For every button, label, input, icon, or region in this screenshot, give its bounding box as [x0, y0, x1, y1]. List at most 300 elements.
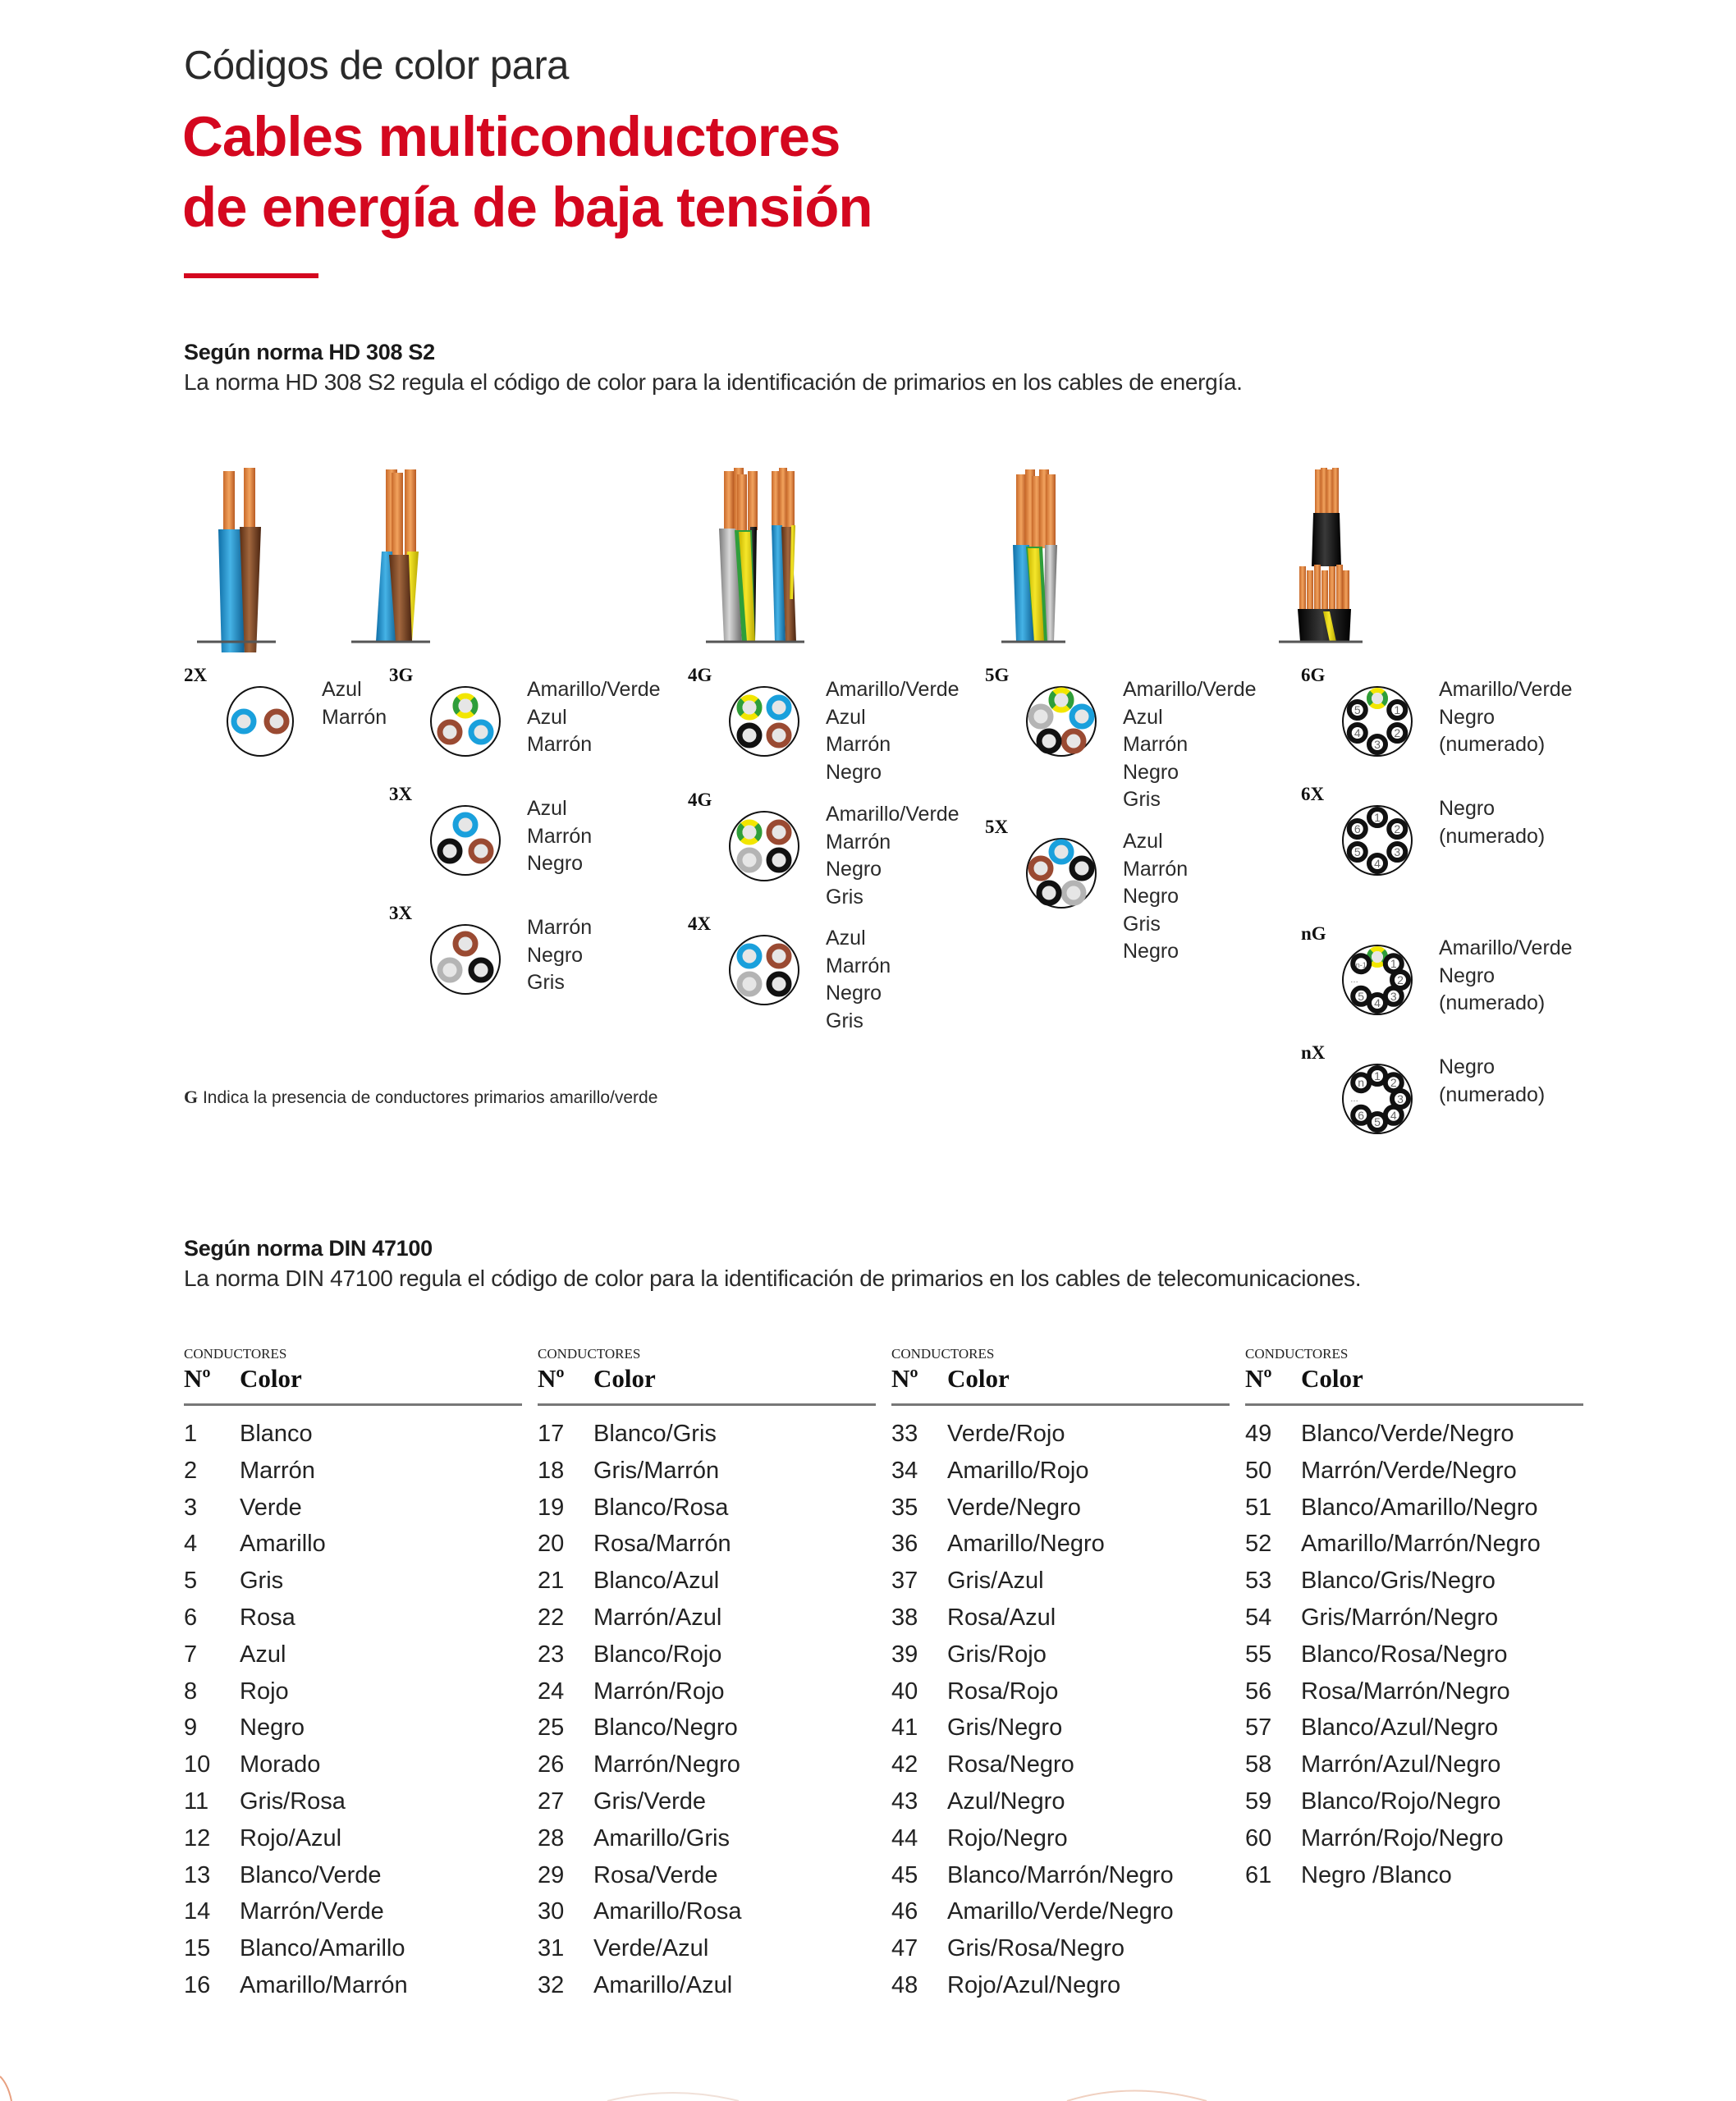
table-row: [891, 1600, 1230, 1636]
table-row: [184, 1893, 522, 1930]
conductor-color: Gris/Rosa/Negro: [947, 1935, 1125, 1962]
table-row: [1245, 1636, 1583, 1673]
page-subtitle: Códigos de color para: [184, 43, 569, 88]
conductor-color: Amarillo/Gris: [593, 1824, 730, 1852]
svg-text:4: 4: [1390, 1108, 1397, 1122]
conductor-color: Blanco/Rojo/Negro: [1301, 1787, 1501, 1815]
header-number: Nº: [184, 1364, 211, 1393]
conductor-ring-n-1: [1353, 955, 1369, 972]
conductor-color: Blanco/Marrón/Negro: [947, 1861, 1174, 1888]
conductor-color: Verde: [240, 1494, 302, 1521]
conductor-color: Rojo/Azul: [240, 1824, 342, 1852]
color-label: Gris: [1123, 788, 1161, 811]
table-row: [538, 1563, 876, 1600]
conductor-ring-negro: [471, 960, 491, 980]
svg-text:2: 2: [1397, 973, 1404, 986]
conductor-ring-gris: [740, 850, 759, 870]
conductor-color-labels: [826, 925, 891, 1035]
conductor-number: 57: [1245, 1714, 1272, 1742]
conductor-color: Amarillo/Azul: [593, 1971, 733, 1998]
conductor-ring-negro: [440, 841, 460, 861]
conductor-color: Amarillo/Rojo: [947, 1457, 1089, 1484]
conductor-number: 38: [891, 1604, 918, 1631]
cable-code: 6G: [1301, 665, 1326, 685]
conductor-color: Blanco/Rosa/Negro: [1301, 1641, 1508, 1668]
conductor-number: 42: [891, 1751, 918, 1778]
table-row: [1245, 1746, 1583, 1783]
svg-text:5: 5: [1354, 845, 1361, 858]
color-label: Gris: [1123, 912, 1161, 936]
conductor-color: Marrón/Negro: [593, 1751, 740, 1778]
color-label: Amarillo/Verde: [1123, 678, 1257, 701]
conductor-ring-marron: [1031, 858, 1051, 878]
conductor-color: Negro: [240, 1714, 305, 1742]
ellipsis-marker: …: [1350, 1095, 1358, 1104]
conductor-number: 44: [891, 1824, 918, 1852]
color-label: Negro: [527, 943, 584, 967]
header-divider: [891, 1403, 1230, 1406]
conductor-number: 36: [891, 1531, 918, 1558]
table-row: [1245, 1783, 1583, 1820]
conductor-ring-marron: [471, 841, 491, 861]
conductor-number: 16: [184, 1971, 211, 1998]
conductor-color: Rojo/Azul/Negro: [947, 1971, 1121, 1998]
conductor-ring-5: [1353, 988, 1369, 1005]
color-label: Negro: [1123, 760, 1179, 784]
conductor-color: Amarillo/Marrón: [240, 1971, 408, 1998]
table-row: [538, 1453, 876, 1490]
conductor-color: Rosa/Negro: [947, 1751, 1074, 1778]
conductor-color: Marrón/Verde/Negro: [1301, 1457, 1517, 1484]
cable-numbered-multiconductor: [1279, 468, 1363, 642]
conductor-number: 61: [1245, 1861, 1272, 1888]
svg-text:1: 1: [1374, 811, 1381, 824]
conductor-number: 43: [891, 1787, 918, 1815]
color-label: Amarillo/Verde: [1439, 678, 1573, 701]
table-row: [891, 1526, 1230, 1563]
cable-code: 5G: [985, 665, 1010, 685]
conductor-color: Amarillo/Marrón/Negro: [1301, 1531, 1541, 1558]
conductor-color: Marrón: [240, 1457, 315, 1484]
color-label: Negro: [826, 982, 882, 1005]
conductor-ring-azul: [740, 946, 759, 966]
conductor-color-labels: [1439, 795, 1545, 850]
color-label: Marrón: [826, 954, 891, 977]
conductor-number: 47: [891, 1935, 918, 1962]
conductor-number: 59: [1245, 1787, 1272, 1815]
conductor-color: Verde/Azul: [593, 1935, 709, 1962]
header-divider: [538, 1403, 876, 1406]
header-color: Color: [947, 1364, 1010, 1393]
header-color: Color: [593, 1364, 656, 1393]
conductor-ring-marron: [769, 946, 789, 966]
table-row: [184, 1526, 522, 1563]
header-divider: [184, 1403, 522, 1406]
conductor-number: 14: [184, 1898, 211, 1925]
header-number: Nº: [538, 1364, 565, 1393]
conductor-color-labels: [1123, 828, 1188, 966]
table-row: [538, 1820, 876, 1857]
conductor-color: Blanco/Verde: [240, 1861, 382, 1888]
table-row: [891, 1967, 1230, 2004]
table-column-1: [184, 1346, 522, 2004]
table-row: [184, 1930, 522, 1967]
table-row: [184, 1673, 522, 1710]
conductor-ring-negro: [769, 974, 789, 994]
color-label: Azul: [826, 927, 866, 950]
title-underline: [184, 273, 318, 278]
conductor-number: 58: [1245, 1751, 1272, 1778]
conductor-number: 22: [538, 1604, 565, 1631]
conductor-color-labels: [1439, 935, 1573, 1018]
table-row: [891, 1490, 1230, 1527]
conductor-number: 50: [1245, 1457, 1272, 1484]
conductor-color-labels: [1439, 676, 1573, 759]
conductor-color: Blanco/Rojo: [593, 1641, 722, 1668]
header-color: Color: [240, 1364, 302, 1393]
table-column-3: [891, 1346, 1230, 2004]
cable-code: 6X: [1301, 784, 1325, 804]
conductor-ring-marron: [267, 712, 286, 731]
conductor-color-labels: [527, 676, 661, 759]
conductor-number: 48: [891, 1971, 918, 1998]
color-label: (numerado): [1439, 733, 1546, 756]
conductor-number: 53: [1245, 1568, 1272, 1595]
color-label: Marrón: [1123, 857, 1189, 881]
g-footnote-text: Indica la presencia de conductores primarios amarillo/verde: [198, 1088, 658, 1107]
table-row: [184, 1783, 522, 1820]
conductor-ring-5: [1349, 844, 1366, 860]
title-line-1: Cables multiconductores: [182, 105, 841, 168]
conductor-color: Gris/Rojo: [947, 1641, 1047, 1668]
color-label: Marrón: [322, 705, 387, 729]
table-row: [184, 1710, 522, 1746]
conductor-number: 54: [1245, 1604, 1272, 1631]
cable-code: 3X: [389, 784, 413, 804]
cable-cross-section-diagram: [1324, 1046, 1431, 1152]
table-row: [1245, 1526, 1583, 1563]
color-label: (numerado): [1439, 991, 1546, 1014]
conductor-ring-azul: [1051, 842, 1071, 862]
color-label: Gris: [527, 971, 565, 994]
table-row: [1245, 1673, 1583, 1710]
table-row: [891, 1930, 1230, 1967]
conductor-ring-marron: [769, 726, 789, 745]
conductor-number: 49: [1245, 1421, 1272, 1447]
table-row: [538, 1490, 876, 1527]
conductor-color: Blanco/Gris/Negro: [1301, 1568, 1496, 1595]
color-label: Negro: [1439, 705, 1496, 729]
cable-cross-section-diagram: [711, 668, 818, 775]
conductor-ring-2: [1389, 725, 1405, 741]
table-row: [538, 1857, 876, 1894]
conductor-number: 33: [891, 1421, 918, 1447]
conductor-ring-gris: [440, 960, 460, 980]
conductor-number: 6: [184, 1604, 198, 1631]
conductor-color: Blanco/Verde/Negro: [1301, 1421, 1514, 1447]
svg-text:5: 5: [1374, 1115, 1381, 1128]
conductor-number: 5: [184, 1568, 198, 1595]
conductor-color: Marrón/Azul: [593, 1604, 722, 1631]
conductor-ring-3: [1389, 844, 1405, 860]
svg-text:6: 6: [1358, 1108, 1365, 1122]
cable-cross-section-diagram: [412, 787, 519, 894]
table-row: [891, 1820, 1230, 1857]
color-label: Gris: [826, 885, 863, 909]
conductor-color-labels: [322, 676, 387, 731]
svg-text:5: 5: [1354, 703, 1361, 716]
table-row: [184, 1746, 522, 1783]
conductor-ring-4: [1349, 725, 1366, 741]
conductor-color: Marrón/Verde: [240, 1898, 384, 1925]
conductor-ring-1: [1389, 702, 1405, 718]
color-label: Azul: [527, 797, 567, 820]
conductor-color: Blanco: [240, 1421, 313, 1447]
conductor-color: Marrón/Rojo/Negro: [1301, 1824, 1504, 1852]
svg-text:2: 2: [1394, 822, 1401, 835]
conductor-ring-azul: [769, 698, 789, 717]
color-label: Negro: [1439, 797, 1496, 820]
table-row: [891, 1710, 1230, 1746]
svg-text:6: 6: [1354, 822, 1361, 835]
conductor-color: Amarillo: [240, 1531, 326, 1558]
conductor-ring-2: [1389, 821, 1405, 837]
conductor-number: 37: [891, 1568, 918, 1595]
conductor-color-labels: [527, 914, 592, 997]
conductor-number: 11: [184, 1787, 209, 1815]
conductor-number: 51: [1245, 1494, 1272, 1521]
conductor-number: 23: [538, 1641, 565, 1668]
conductor-color: Negro /Blanco: [1301, 1861, 1452, 1888]
conductor-ring-negro: [1039, 731, 1059, 751]
svg-text:1: 1: [1374, 1069, 1381, 1083]
conductor-color-labels: [826, 676, 960, 786]
color-label: Marrón: [527, 733, 593, 756]
conductor-color: Blanco/Negro: [593, 1714, 738, 1742]
column-headers: [538, 1364, 876, 1394]
conductor-number: 10: [184, 1751, 211, 1778]
conductor-color: Gris/Marrón/Negro: [1301, 1604, 1499, 1631]
conductor-color: Rosa/Verde: [593, 1861, 718, 1888]
conductor-color: Gris: [240, 1568, 284, 1595]
table-row: [538, 1967, 876, 2004]
conductor-ring-azul: [234, 712, 254, 731]
table-row: [538, 1893, 876, 1930]
conductor-ring-6: [1353, 1107, 1369, 1124]
header-number: Nº: [891, 1364, 918, 1393]
svg-text:2: 2: [1394, 726, 1401, 739]
svg-text:1: 1: [1390, 957, 1397, 971]
color-label: Amarillo/Verde: [527, 678, 661, 701]
conductor-number: 17: [538, 1421, 565, 1447]
conductor-color: Gris/Marrón: [593, 1457, 720, 1484]
cable-code: 3X: [389, 903, 413, 923]
g-letter: G: [184, 1087, 199, 1107]
conductor-color-labels: [527, 795, 592, 878]
svg-text:4: 4: [1354, 726, 1361, 739]
ellipsis-marker: …: [1350, 976, 1358, 985]
conductor-color: Amarillo/Verde/Negro: [947, 1898, 1174, 1925]
cable-cross-section-diagram: [412, 906, 519, 1013]
table-row: [891, 1453, 1230, 1490]
color-label: Amarillo/Verde: [1439, 936, 1573, 959]
cable-illustrations: [181, 451, 1461, 652]
table-row: [538, 1746, 876, 1783]
din47100-heading: Según norma DIN 47100: [184, 1236, 433, 1261]
conductor-ring-negro: [769, 850, 789, 870]
conductor-number: 46: [891, 1898, 918, 1925]
color-label: Negro: [826, 760, 882, 784]
conductor-ring-marron: [440, 722, 460, 742]
cable-4-conductor: [706, 468, 804, 642]
conductor-number: 45: [891, 1861, 918, 1888]
conductor-color: Blanco/Gris: [593, 1421, 717, 1447]
conductor-ring-azul: [471, 722, 491, 742]
conductor-ring-negro: [740, 726, 759, 745]
svg-text:3: 3: [1390, 989, 1397, 1003]
color-label: (numerado): [1439, 1083, 1546, 1106]
svg-text:2: 2: [1390, 1076, 1397, 1090]
conductor-ring-1: [1369, 809, 1386, 826]
conductor-number: 40: [891, 1678, 918, 1705]
conductor-number: 2: [184, 1457, 198, 1484]
conductor-number: 18: [538, 1457, 565, 1484]
g-footnote: [184, 1087, 657, 1108]
conductor-color-labels: [1439, 1054, 1545, 1109]
din47100-description: La norma DIN 47100 regula el código de color para la identificación de primarios en los cables de telecomunicaciones.: [184, 1266, 1362, 1291]
cable-code: 2X: [184, 665, 208, 685]
conductor-color: Blanco/Amarillo: [240, 1935, 405, 1962]
table-column-2: [538, 1346, 876, 2004]
conductor-number: 60: [1245, 1824, 1272, 1852]
conductor-number: 34: [891, 1457, 918, 1484]
conductor-color-labels: [826, 801, 960, 911]
group-header: CONDUCTORES: [1245, 1346, 1349, 1362]
conductor-color-labels: [1123, 676, 1257, 814]
color-label: Negro: [1123, 940, 1179, 963]
cable-cross-section-diagram: [412, 668, 519, 775]
cable-code: 4G: [688, 790, 712, 810]
color-label: Negro: [1439, 964, 1496, 987]
conductor-number: 32: [538, 1971, 565, 1998]
conductor-color: Morado: [240, 1751, 321, 1778]
table-row: [891, 1746, 1230, 1783]
cable-cross-section-diagram: [207, 668, 314, 775]
group-header: CONDUCTORES: [891, 1346, 995, 1362]
header-divider: [1245, 1403, 1583, 1406]
color-label: Azul: [527, 705, 567, 729]
conductor-color: Gris/Negro: [947, 1714, 1063, 1742]
conductor-color: Blanco/Azul/Negro: [1301, 1714, 1499, 1742]
table-column-4: [1245, 1346, 1583, 1893]
conductor-ring-n: [1353, 1074, 1369, 1091]
table-row: [538, 1673, 876, 1710]
table-row: [538, 1636, 876, 1673]
conductor-color: Gris/Verde: [593, 1787, 706, 1815]
table-row: [184, 1967, 522, 2004]
conductor-number: 21: [538, 1568, 565, 1595]
conductor-number: 4: [184, 1531, 198, 1558]
conductor-color: Blanco/Amarillo/Negro: [1301, 1494, 1538, 1521]
conductor-number: 15: [184, 1935, 211, 1962]
table-row: [184, 1416, 522, 1453]
cable-cross-section-diagram: [1324, 668, 1431, 775]
table-row: [891, 1893, 1230, 1930]
conductor-color: Blanco/Azul: [593, 1568, 720, 1595]
cable-2-conductor: [197, 468, 276, 652]
table-row: [184, 1600, 522, 1636]
table-row: [1245, 1710, 1583, 1746]
cable-code: 4G: [688, 665, 712, 685]
color-label: Marrón: [527, 916, 593, 939]
conductor-number: 30: [538, 1898, 565, 1925]
table-row: [891, 1563, 1230, 1600]
conductor-color: Amarillo/Negro: [947, 1531, 1105, 1558]
color-label: Negro: [1439, 1055, 1496, 1078]
color-label: Marrón: [527, 824, 593, 848]
conductor-ring-azul: [456, 815, 475, 835]
cable-code: 5X: [985, 817, 1009, 837]
title-line-2: de energía de baja tensión: [182, 176, 873, 239]
column-headers: [1245, 1364, 1583, 1394]
conductor-number: 9: [184, 1714, 198, 1742]
outer-sheath: [730, 936, 799, 1005]
conductor-number: 26: [538, 1751, 565, 1778]
hd308-description: La norma HD 308 S2 regula el código de color para la identificación de primarios en los cables de energía.: [184, 369, 1243, 395]
table-row: [184, 1490, 522, 1527]
color-label: (numerado): [1439, 824, 1546, 848]
conductor-number: 29: [538, 1861, 565, 1888]
table-row: [891, 1673, 1230, 1710]
svg-text:3: 3: [1397, 1092, 1404, 1105]
table-row: [1245, 1600, 1583, 1636]
conductor-ring-marron: [1064, 731, 1083, 751]
color-label: Azul: [826, 705, 866, 729]
color-label: Marrón: [826, 830, 891, 854]
cable-code: 3G: [389, 665, 414, 685]
conductor-ring-marron: [456, 934, 475, 954]
color-label: Azul: [1123, 830, 1163, 853]
color-label: Marrón: [826, 733, 891, 756]
table-row: [1245, 1416, 1583, 1453]
conductor-color: Gris/Rosa: [240, 1787, 346, 1815]
table-row: [538, 1600, 876, 1636]
color-label: Amarillo/Verde: [826, 803, 960, 826]
cable-5-conductor: [1001, 469, 1065, 642]
svg-text:n: n: [1358, 1076, 1365, 1090]
svg-text:5: 5: [1358, 989, 1365, 1003]
conductor-number: 39: [891, 1641, 918, 1668]
conductor-number: 12: [184, 1824, 211, 1852]
header-number: Nº: [1245, 1364, 1272, 1393]
table-row: [891, 1783, 1230, 1820]
conductor-number: 55: [1245, 1641, 1272, 1668]
color-label: Gris: [826, 1009, 863, 1032]
conductor-number: 25: [538, 1714, 565, 1742]
conductor-number: 1: [184, 1421, 198, 1447]
conductor-number: 35: [891, 1494, 918, 1521]
conductor-color: Rojo: [240, 1678, 289, 1705]
svg-text:4: 4: [1374, 996, 1381, 1009]
conductor-ring-negro: [1072, 858, 1092, 878]
cable-code: nX: [1301, 1042, 1326, 1063]
conductor-ring-3: [1369, 736, 1386, 753]
conductor-color: Verde/Rojo: [947, 1421, 1065, 1447]
conductor-ring-azul: [1072, 707, 1092, 726]
conductor-number: 28: [538, 1824, 565, 1852]
color-label: Negro: [527, 852, 584, 875]
conductor-number: 52: [1245, 1531, 1272, 1558]
